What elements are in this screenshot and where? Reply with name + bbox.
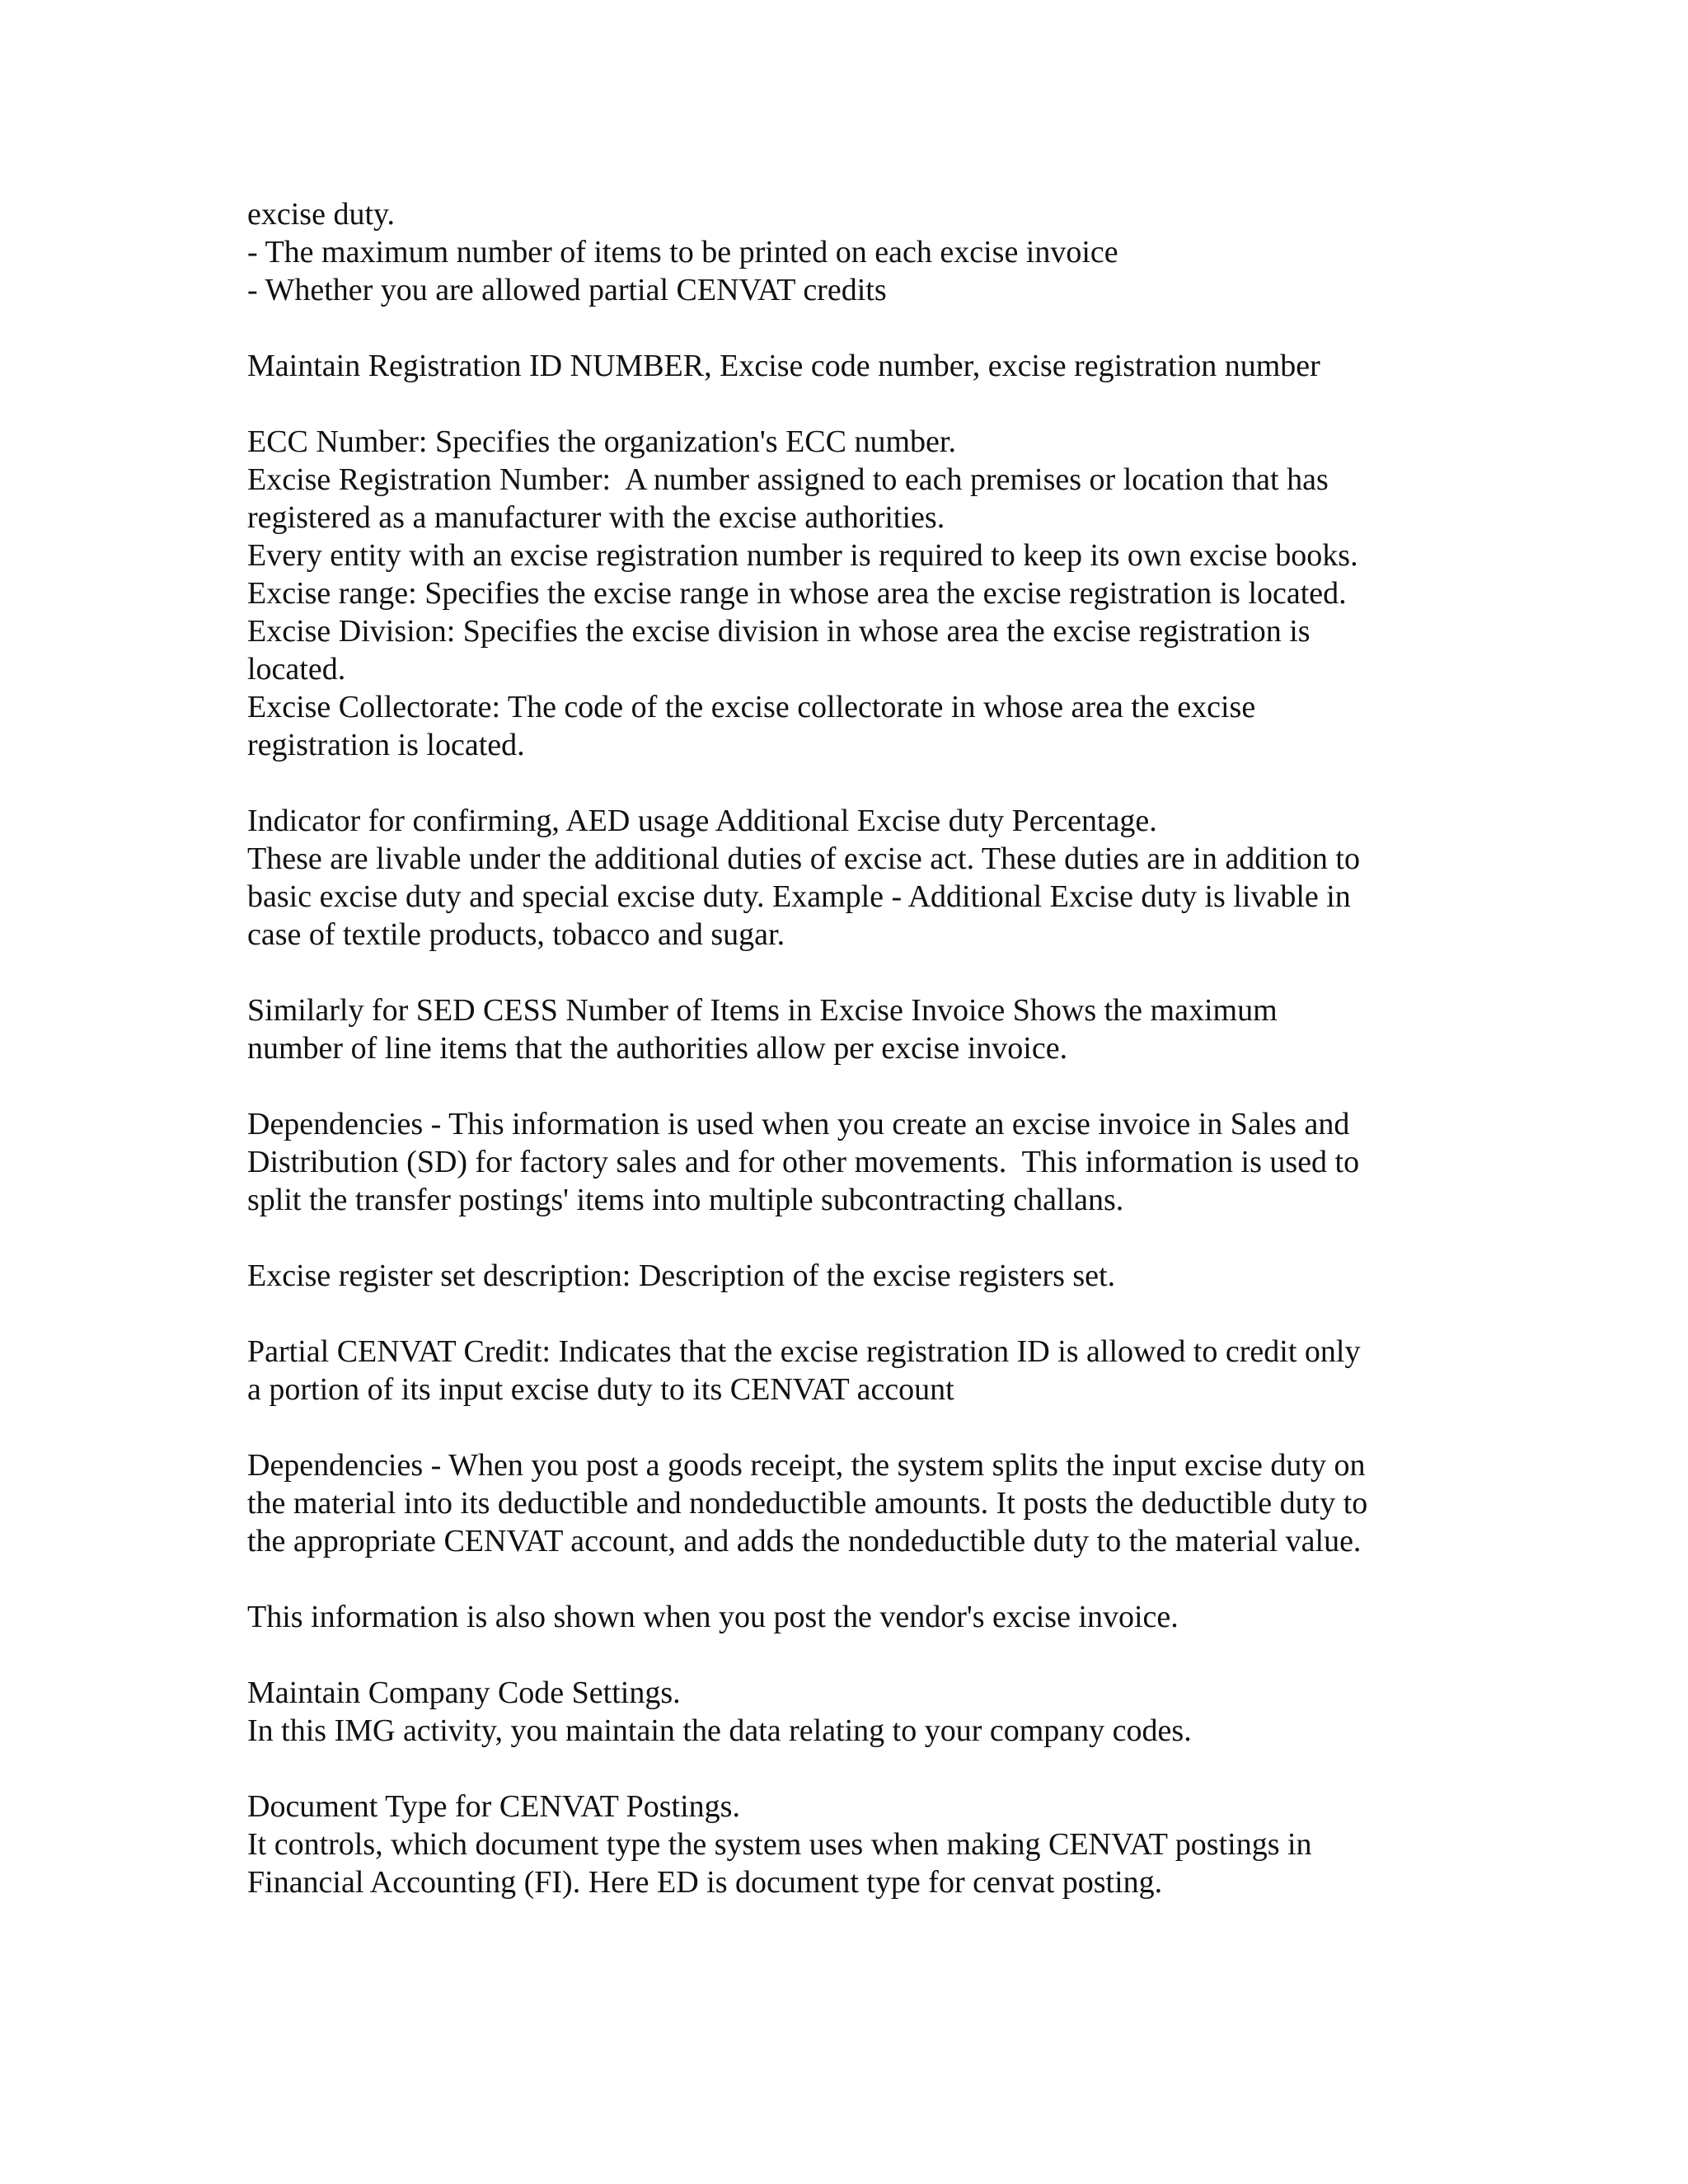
text-line: Similarly for SED CESS Number of Items in Excise Invoice Shows the maximum — [247, 993, 1278, 1028]
paragraph — [247, 1446, 1451, 1560]
document-page — [247, 195, 1451, 1939]
text-line: Maintain Registration ID NUMBER, Excise code number, excise registration number — [247, 349, 1320, 383]
document-body — [247, 195, 1451, 1901]
text-line: located. — [247, 652, 346, 687]
text-line: Maintain Company Code Settings. — [247, 1675, 681, 1710]
text-line: These are livable under the additional duties of excise act. These duties are in addition to — [247, 841, 1360, 876]
text-line: basic excise duty and special excise duty. Example - Additional Excise duty is livable in — [247, 879, 1351, 914]
paragraph — [247, 991, 1451, 1067]
text-line: Dependencies - This information is used when you create an excise invoice in Sales and — [247, 1107, 1350, 1141]
paragraph — [247, 1674, 1451, 1750]
text-line: registered as a manufacturer with the excise authorities. — [247, 500, 945, 535]
paragraph — [247, 1105, 1451, 1219]
text-line: case of textile products, tobacco and sugar. — [247, 917, 785, 952]
text-line: Financial Accounting (FI). Here ED is document type for cenvat posting. — [247, 1865, 1163, 1900]
text-line: This information is also shown when you post the vendor's excise invoice. — [247, 1600, 1179, 1634]
text-line: a portion of its input excise duty to its CENVAT account — [247, 1372, 954, 1407]
paragraph — [247, 423, 1451, 764]
text-line: Excise Collectorate: The code of the excise collectorate in whose area the excise — [247, 690, 1256, 724]
text-line: excise duty. — [247, 197, 396, 232]
text-line: Partial CENVAT Credit: Indicates that the excise registration ID is allowed to credit only — [247, 1334, 1361, 1369]
text-line: registration is located. — [247, 728, 525, 762]
text-line: Excise register set description: Description of the excise registers set. — [247, 1258, 1116, 1293]
text-line: Excise range: Specifies the excise range in whose area the excise registration is located. — [247, 576, 1347, 611]
paragraph — [247, 802, 1451, 954]
text-line: Excise Division: Specifies the excise division in whose area the excise registration is — [247, 614, 1311, 649]
text-line: split the transfer postings' items into multiple subcontracting challans. — [247, 1183, 1124, 1217]
text-line: ECC Number: Specifies the organization's ECC number. — [247, 424, 956, 459]
text-line: Every entity with an excise registration number is required to keep its own excise books. — [247, 538, 1358, 573]
text-line: Document Type for CENVAT Postings. — [247, 1789, 740, 1824]
text-line: the material into its deductible and nondeductible amounts. It posts the deductible duty to — [247, 1486, 1368, 1521]
text-line: number of line items that the authorities allow per excise invoice. — [247, 1031, 1068, 1066]
text-line: - The maximum number of items to be printed on each excise invoice — [247, 235, 1118, 269]
text-line: Distribution (SD) for factory sales and for other movements. This information is used to — [247, 1145, 1360, 1179]
paragraph — [247, 347, 1451, 385]
paragraph — [247, 1257, 1451, 1295]
text-line: the appropriate CENVAT account, and adds the nondeductible duty to the material value. — [247, 1524, 1362, 1558]
text-line: Dependencies - When you post a goods receipt, the system splits the input excise duty on — [247, 1448, 1366, 1483]
text-line: Indicator for confirming, AED usage Additional Excise duty Percentage. — [247, 804, 1157, 838]
text-line: In this IMG activity, you maintain the data relating to your company codes. — [247, 1713, 1192, 1748]
text-line: Excise Registration Number: A number assigned to each premises or location that has — [247, 462, 1329, 497]
paragraph — [247, 195, 1451, 309]
text-line: - Whether you are allowed partial CENVAT credits — [247, 273, 887, 307]
paragraph — [247, 1598, 1451, 1636]
paragraph — [247, 1333, 1451, 1408]
paragraph — [247, 1788, 1451, 1901]
text-line: It controls, which document type the system uses when making CENVAT postings in — [247, 1827, 1312, 1862]
